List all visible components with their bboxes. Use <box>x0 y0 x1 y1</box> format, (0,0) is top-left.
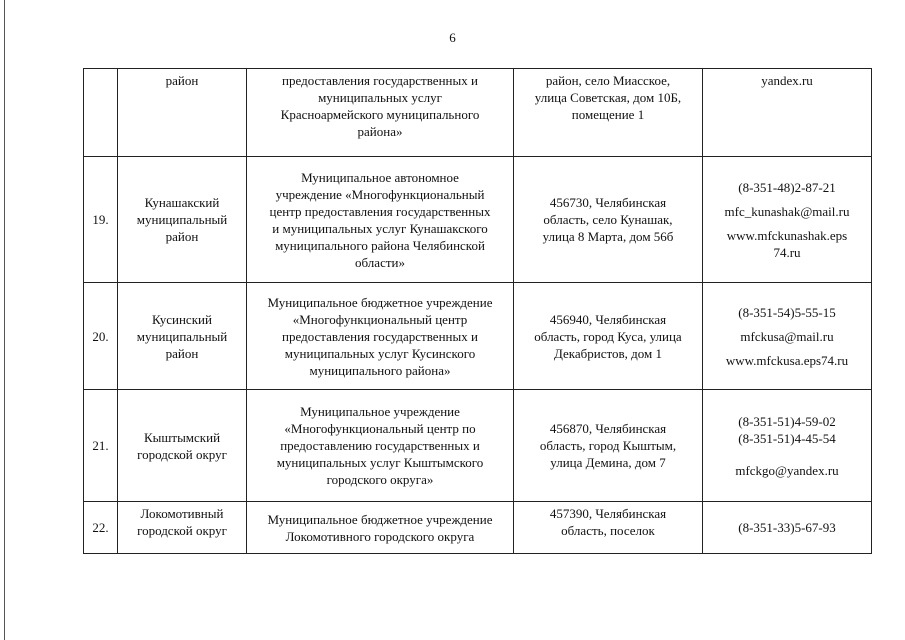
mfc-registry-table <box>83 68 872 554</box>
organization-cell: Муниципальное автономное учреждение «Многофункциональный центр предоставления государственных и муниципальных услуг Кунашакского муниципального района Челябинской области» <box>247 157 514 283</box>
organization-cell: Муниципальное бюджетное учреждение «Многофункциональный центр предоставления государственных и муниципальных услуг Кусинского муниципального района» <box>247 283 514 390</box>
phone-number: (8-351-54)5-55-15 <box>738 304 836 320</box>
table-row <box>84 502 872 554</box>
phone-number: (8-351-48)2-87-21 <box>738 179 836 195</box>
organization-cell: Муниципальное учреждение «Многофункциональный центр по предоставлению государственных и муниципальных услуг Кыштымского городского округа» <box>247 390 514 502</box>
municipality-cell: Локомотивный городской округ <box>118 502 247 554</box>
organization-cell: Муниципальное бюджетное учреждение Локомотивного городского округа <box>247 502 514 554</box>
email-address: mfc_kunashak@mail.ru <box>724 203 850 219</box>
email-address: mfckgo@yandex.ru <box>735 462 839 478</box>
table-row <box>84 69 872 157</box>
row-number: 20. <box>84 283 118 390</box>
contacts-cell <box>703 157 872 283</box>
table-row <box>84 390 872 502</box>
row-number: 19. <box>84 157 118 283</box>
contacts-cell: yandex.ru <box>703 69 872 157</box>
contacts-cell <box>703 283 872 390</box>
municipality-cell: район <box>118 69 247 157</box>
table-row <box>84 283 872 390</box>
page-edge-line <box>4 0 5 640</box>
page-number: 6 <box>449 30 456 45</box>
table-row <box>84 157 872 283</box>
organization-cell: предоставления государственных и муниципальных услуг Красноармейского муниципального района» <box>247 69 514 157</box>
website-url: www.mfckusa.eps74.ru <box>725 352 849 368</box>
address-cell: 456940, Челябинская область, город Куса, улица Декабристов, дом 1 <box>514 283 703 390</box>
email-address: mfckusa@mail.ru <box>740 328 834 344</box>
website-url-cont: 74.ru <box>773 244 801 260</box>
website-url: www.mfckunashak.eps <box>726 227 848 243</box>
municipality-cell: Кусинский муниципальный район <box>118 283 247 390</box>
row-number <box>84 69 118 157</box>
municipality-cell: Кыштымский городской округ <box>118 390 247 502</box>
address-cell: 457390, Челябинская область, поселок <box>514 502 703 554</box>
address-cell: 456730, Челябинская область, село Кунашак, улица 8 Марта, дом 56б <box>514 157 703 283</box>
phone-number: (8-351-51)4-45-54 <box>738 430 836 446</box>
municipality-cell: Кунашакский муниципальный район <box>118 157 247 283</box>
row-number: 21. <box>84 390 118 502</box>
row-number: 22. <box>84 502 118 554</box>
address-cell: 456870, Челябинская область, город Кыштым, улица Демина, дом 7 <box>514 390 703 502</box>
address-cell: район, село Миасское, улица Советская, дом 10Б, помещение 1 <box>514 69 703 157</box>
phone-number: (8-351-51)4-59-02 <box>738 413 836 429</box>
contacts-cell <box>703 390 872 502</box>
phone-number: (8-351-33)5-67-93 <box>738 520 836 535</box>
contacts-cell <box>703 502 872 554</box>
